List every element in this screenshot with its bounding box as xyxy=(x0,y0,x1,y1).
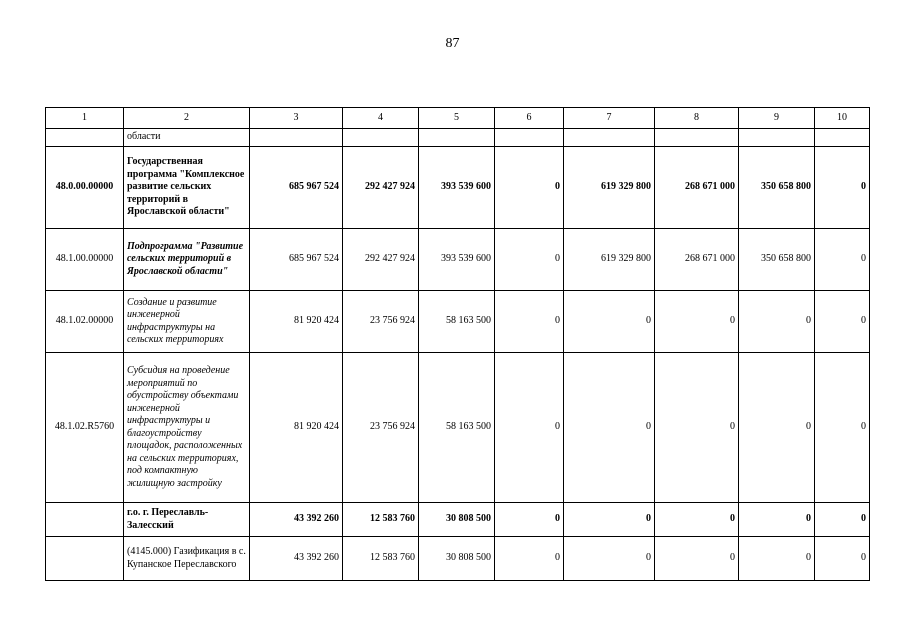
amount-cell: 58 163 500 xyxy=(419,291,495,353)
amount-cell: 0 xyxy=(655,503,739,537)
row-name: (4145.000) Газификация в с. Купанское Переславского xyxy=(124,537,250,581)
amount-cell: 393 539 600 xyxy=(419,147,495,229)
amount-cell: 0 xyxy=(815,353,870,503)
row-name: Субсидия на проведение мероприятий по обустройству объектами инженерной инфраструктуры и благоустройству площадок, расположенных на сельских территориях, под компактную жилищную застройку xyxy=(124,353,250,503)
amount-cell: 619 329 800 xyxy=(564,147,655,229)
amount-cell: 685 967 524 xyxy=(250,229,343,291)
amount-cell xyxy=(250,129,343,147)
amount-cell: 0 xyxy=(815,147,870,229)
amount-cell xyxy=(419,129,495,147)
row-code: 48.1.00.00000 xyxy=(46,229,124,291)
column-header: 5 xyxy=(419,108,495,129)
amount-cell: 292 427 924 xyxy=(343,229,419,291)
amount-cell: 12 583 760 xyxy=(343,503,419,537)
amount-cell: 0 xyxy=(495,147,564,229)
amount-cell xyxy=(739,129,815,147)
amount-cell: 0 xyxy=(655,537,739,581)
amount-cell: 0 xyxy=(815,537,870,581)
row-code: 48.1.02.R5760 xyxy=(46,353,124,503)
row-code xyxy=(46,503,124,537)
column-header: 9 xyxy=(739,108,815,129)
amount-cell: 350 658 800 xyxy=(739,229,815,291)
table-row xyxy=(46,147,870,229)
amount-cell xyxy=(815,129,870,147)
page-number: 87 xyxy=(445,36,460,51)
amount-cell: 0 xyxy=(739,291,815,353)
row-code xyxy=(46,129,124,147)
amount-cell: 0 xyxy=(815,503,870,537)
header-row xyxy=(46,108,870,129)
amount-cell: 30 808 500 xyxy=(419,503,495,537)
table-row xyxy=(46,353,870,503)
column-header: 4 xyxy=(343,108,419,129)
row-name: области xyxy=(124,129,250,147)
amount-cell: 0 xyxy=(815,229,870,291)
column-header: 2 xyxy=(124,108,250,129)
amount-cell: 619 329 800 xyxy=(564,229,655,291)
column-header: 6 xyxy=(495,108,564,129)
amount-cell: 43 392 260 xyxy=(250,503,343,537)
amount-cell: 0 xyxy=(815,291,870,353)
column-header: 1 xyxy=(46,108,124,129)
amount-cell: 0 xyxy=(564,537,655,581)
table-row xyxy=(46,537,870,581)
table-row xyxy=(46,129,870,147)
amount-cell: 0 xyxy=(495,537,564,581)
column-header: 3 xyxy=(250,108,343,129)
amount-cell: 81 920 424 xyxy=(250,353,343,503)
amount-cell: 0 xyxy=(655,353,739,503)
row-code: 48.0.00.00000 xyxy=(46,147,124,229)
amount-cell xyxy=(343,129,419,147)
column-header: 10 xyxy=(815,108,870,129)
amount-cell: 23 756 924 xyxy=(343,291,419,353)
budget-table xyxy=(45,107,870,581)
column-header: 7 xyxy=(564,108,655,129)
amount-cell: 0 xyxy=(739,503,815,537)
row-name: Подпрограмма "Развитие сельских территорий в Ярославской области" xyxy=(124,229,250,291)
amount-cell: 350 658 800 xyxy=(739,147,815,229)
amount-cell: 0 xyxy=(739,537,815,581)
amount-cell: 268 671 000 xyxy=(655,147,739,229)
amount-cell xyxy=(564,129,655,147)
row-name: Создание и развитие инженерной инфраструктуры на сельских территориях xyxy=(124,291,250,353)
amount-cell: 58 163 500 xyxy=(419,353,495,503)
amount-cell: 0 xyxy=(495,353,564,503)
amount-cell: 0 xyxy=(495,229,564,291)
amount-cell: 0 xyxy=(655,291,739,353)
amount-cell: 268 671 000 xyxy=(655,229,739,291)
amount-cell: 0 xyxy=(495,291,564,353)
amount-cell: 0 xyxy=(564,291,655,353)
amount-cell: 292 427 924 xyxy=(343,147,419,229)
table-row xyxy=(46,503,870,537)
amount-cell: 0 xyxy=(495,503,564,537)
amount-cell: 0 xyxy=(564,503,655,537)
column-header: 8 xyxy=(655,108,739,129)
row-name: г.о. г. Переславль-Залесский xyxy=(124,503,250,537)
amount-cell: 81 920 424 xyxy=(250,291,343,353)
table-row xyxy=(46,291,870,353)
row-code xyxy=(46,537,124,581)
row-name: Государственная программа "Комплексное развитие сельских территорий в Ярославской области" xyxy=(124,147,250,229)
amount-cell: 43 392 260 xyxy=(250,537,343,581)
amount-cell xyxy=(655,129,739,147)
row-code: 48.1.02.00000 xyxy=(46,291,124,353)
amount-cell: 0 xyxy=(739,353,815,503)
amount-cell: 12 583 760 xyxy=(343,537,419,581)
table-row xyxy=(46,229,870,291)
amount-cell: 685 967 524 xyxy=(250,147,343,229)
amount-cell: 30 808 500 xyxy=(419,537,495,581)
amount-cell xyxy=(495,129,564,147)
amount-cell: 23 756 924 xyxy=(343,353,419,503)
amount-cell: 393 539 600 xyxy=(419,229,495,291)
amount-cell: 0 xyxy=(564,353,655,503)
